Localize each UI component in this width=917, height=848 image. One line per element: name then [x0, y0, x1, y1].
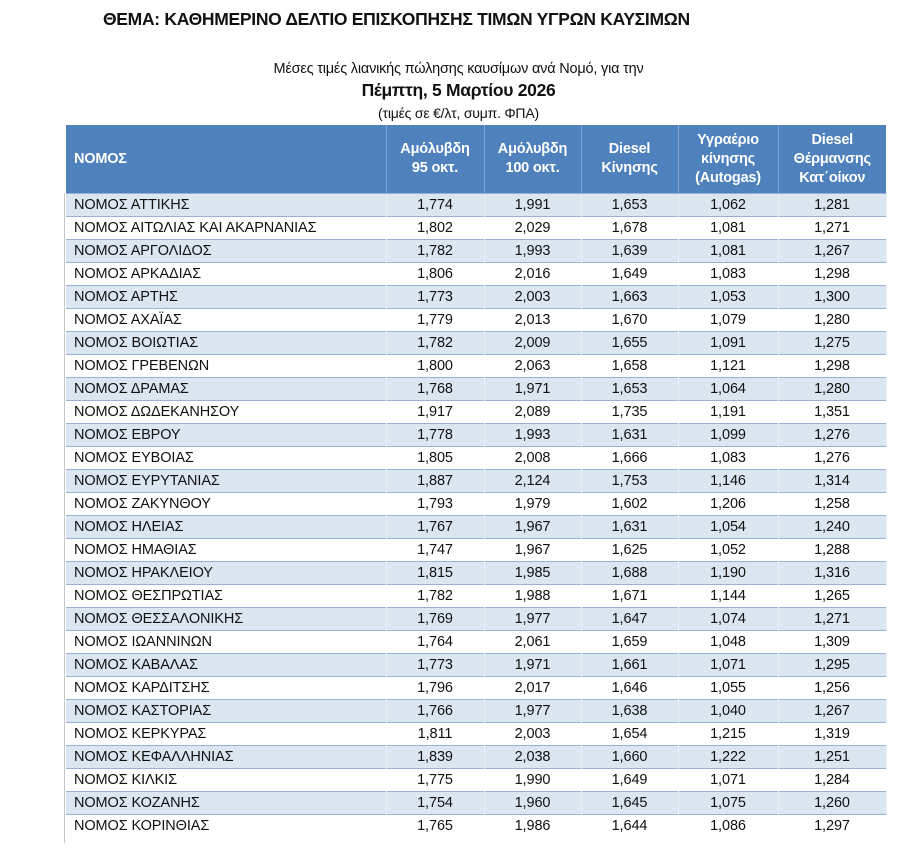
prefecture-name: ΝΟΜΟΣ ΓΡΕΒΕΝΩΝ — [66, 355, 386, 378]
price-unleaded-100: 2,013 — [484, 309, 581, 332]
table-row — [66, 769, 886, 792]
table-row — [66, 355, 886, 378]
prefecture-name: ΝΟΜΟΣ ΚΙΛΚΙΣ — [66, 769, 386, 792]
price-unleaded-95: 1,782 — [386, 240, 484, 263]
price-heating-diesel: 1,265 — [778, 585, 886, 608]
prefecture-name: ΝΟΜΟΣ ΘΕΣΣΑΛΟΝΙΚΗΣ — [66, 608, 386, 631]
price-unleaded-95: 1,800 — [386, 355, 484, 378]
price-autogas: 1,074 — [678, 608, 778, 631]
price-unleaded-100: 1,977 — [484, 608, 581, 631]
price-unleaded-95: 1,793 — [386, 493, 484, 516]
price-heating-diesel: 1,297 — [778, 815, 886, 838]
price-diesel-motor: 1,655 — [581, 332, 678, 355]
prefecture-name: ΝΟΜΟΣ ΑΡΓΟΛΙΔΟΣ — [66, 240, 386, 263]
price-autogas: 1,064 — [678, 378, 778, 401]
price-autogas: 1,144 — [678, 585, 778, 608]
price-autogas: 1,040 — [678, 700, 778, 723]
prefecture-name: ΝΟΜΟΣ ΚΕΡΚΥΡΑΣ — [66, 723, 386, 746]
table-row — [66, 332, 886, 355]
price-diesel-motor: 1,646 — [581, 677, 678, 700]
price-heating-diesel: 1,298 — [778, 355, 886, 378]
price-heating-diesel: 1,281 — [778, 194, 886, 217]
price-heating-diesel: 1,295 — [778, 654, 886, 677]
price-diesel-motor: 1,645 — [581, 792, 678, 815]
price-autogas: 1,081 — [678, 217, 778, 240]
column-header-heating-diesel: Diesel Θέρμανσης Κατ΄οίκον — [778, 125, 886, 194]
prefecture-name: ΝΟΜΟΣ ΖΑΚΥΝΘΟΥ — [66, 493, 386, 516]
price-unleaded-100: 2,008 — [484, 447, 581, 470]
price-unleaded-95: 1,887 — [386, 470, 484, 493]
price-unleaded-100: 2,009 — [484, 332, 581, 355]
prefecture-name: ΝΟΜΟΣ ΚΑΡΔΙΤΣΗΣ — [66, 677, 386, 700]
price-unleaded-95: 1,775 — [386, 769, 484, 792]
price-autogas: 1,071 — [678, 654, 778, 677]
table-row — [66, 447, 886, 470]
table-row — [66, 631, 886, 654]
price-unleaded-95: 1,811 — [386, 723, 484, 746]
price-diesel-motor: 1,653 — [581, 378, 678, 401]
price-unleaded-95: 1,764 — [386, 631, 484, 654]
price-unleaded-100: 1,993 — [484, 424, 581, 447]
price-autogas: 1,099 — [678, 424, 778, 447]
price-diesel-motor: 1,663 — [581, 286, 678, 309]
table-row — [66, 539, 886, 562]
price-heating-diesel: 1,260 — [778, 792, 886, 815]
price-heating-diesel: 1,271 — [778, 217, 886, 240]
price-unleaded-95: 1,769 — [386, 608, 484, 631]
price-diesel-motor: 1,653 — [581, 194, 678, 217]
price-diesel-motor: 1,625 — [581, 539, 678, 562]
document-subtitle: Μέσες τιμές λιανικής πώλησης καυσίμων ανά Νομό, για την — [273, 61, 644, 77]
table-row — [66, 700, 886, 723]
price-heating-diesel: 1,298 — [778, 263, 886, 286]
prefecture-name: ΝΟΜΟΣ ΑΡΤΗΣ — [66, 286, 386, 309]
price-unleaded-95: 1,815 — [386, 562, 484, 585]
price-diesel-motor: 1,661 — [581, 654, 678, 677]
price-heating-diesel: 1,314 — [778, 470, 886, 493]
price-diesel-motor: 1,688 — [581, 562, 678, 585]
price-heating-diesel: 1,276 — [778, 424, 886, 447]
price-heating-diesel: 1,276 — [778, 447, 886, 470]
price-diesel-motor: 1,671 — [581, 585, 678, 608]
column-header-autogas: Υγραέριο κίνησης (Autogas) — [678, 125, 778, 194]
price-unleaded-100: 1,991 — [484, 194, 581, 217]
table-row — [66, 217, 886, 240]
prefecture-name: ΝΟΜΟΣ ΗΡΑΚΛΕΙΟΥ — [66, 562, 386, 585]
price-unleaded-100: 1,977 — [484, 700, 581, 723]
price-unleaded-100: 2,124 — [484, 470, 581, 493]
units-note: (τιμές σε €/λτ, συμπ. ΦΠΑ) — [378, 105, 539, 121]
price-heating-diesel: 1,316 — [778, 562, 886, 585]
price-autogas: 1,048 — [678, 631, 778, 654]
price-heating-diesel: 1,284 — [778, 769, 886, 792]
table-row — [66, 746, 886, 769]
price-autogas: 1,081 — [678, 240, 778, 263]
price-autogas: 1,146 — [678, 470, 778, 493]
price-autogas: 1,222 — [678, 746, 778, 769]
price-unleaded-100: 2,029 — [484, 217, 581, 240]
prefecture-name: ΝΟΜΟΣ ΚΑΒΑΛΑΣ — [66, 654, 386, 677]
price-unleaded-100: 1,990 — [484, 769, 581, 792]
price-unleaded-95: 1,779 — [386, 309, 484, 332]
table-row — [66, 654, 886, 677]
column-header-diesel-motor: Diesel Κίνησης — [581, 125, 678, 194]
prefecture-name: ΝΟΜΟΣ ΔΩΔΕΚΑΝΗΣΟΥ — [66, 401, 386, 424]
prefecture-name: ΝΟΜΟΣ ΑΙΤΩΛΙΑΣ ΚΑΙ ΑΚΑΡΝΑΝΙΑΣ — [66, 217, 386, 240]
price-diesel-motor: 1,659 — [581, 631, 678, 654]
price-heating-diesel: 1,319 — [778, 723, 886, 746]
price-autogas: 1,079 — [678, 309, 778, 332]
price-heating-diesel: 1,351 — [778, 401, 886, 424]
price-heating-diesel: 1,271 — [778, 608, 886, 631]
price-unleaded-95: 1,767 — [386, 516, 484, 539]
prefecture-name: ΝΟΜΟΣ ΑΡΚΑΔΙΑΣ — [66, 263, 386, 286]
table-header-row — [66, 125, 886, 194]
price-heating-diesel: 1,267 — [778, 240, 886, 263]
price-heating-diesel: 1,280 — [778, 309, 886, 332]
price-unleaded-95: 1,917 — [386, 401, 484, 424]
price-unleaded-100: 1,986 — [484, 815, 581, 838]
price-unleaded-95: 1,805 — [386, 447, 484, 470]
column-header-prefecture: ΝΟΜΟΣ — [66, 125, 386, 194]
price-heating-diesel: 1,258 — [778, 493, 886, 516]
price-autogas: 1,083 — [678, 447, 778, 470]
price-diesel-motor: 1,658 — [581, 355, 678, 378]
prefecture-name: ΝΟΜΟΣ ΚΑΣΤΟΡΙΑΣ — [66, 700, 386, 723]
document-title: ΘΕΜΑ: ΚΑΘΗΜΕΡΙΝΟ ΔΕΛΤΙΟ ΕΠΙΣΚΟΠΗΣΗΣ ΤΙΜΩΝ ΥΓΡΩΝ ΚΑΥΣΙΜΩΝ — [103, 9, 690, 29]
document-date: Πέμπτη, 5 Μαρτίου 2026 — [361, 80, 556, 100]
table-row — [66, 286, 886, 309]
prefecture-name: ΝΟΜΟΣ ΚΕΦΑΛΛΗΝΙΑΣ — [66, 746, 386, 769]
price-autogas: 1,053 — [678, 286, 778, 309]
price-unleaded-100: 2,061 — [484, 631, 581, 654]
price-unleaded-100: 2,089 — [484, 401, 581, 424]
price-unleaded-95: 1,754 — [386, 792, 484, 815]
price-diesel-motor: 1,639 — [581, 240, 678, 263]
price-unleaded-100: 1,967 — [484, 539, 581, 562]
price-unleaded-100: 1,967 — [484, 516, 581, 539]
price-unleaded-95: 1,747 — [386, 539, 484, 562]
price-diesel-motor: 1,647 — [581, 608, 678, 631]
price-diesel-motor: 1,678 — [581, 217, 678, 240]
price-unleaded-100: 1,971 — [484, 654, 581, 677]
prefecture-name: ΝΟΜΟΣ ΑΤΤΙΚΗΣ — [66, 194, 386, 217]
price-diesel-motor: 1,638 — [581, 700, 678, 723]
table-row — [66, 263, 886, 286]
table-row — [66, 378, 886, 401]
price-diesel-motor: 1,753 — [581, 470, 678, 493]
price-diesel-motor: 1,631 — [581, 424, 678, 447]
price-unleaded-95: 1,806 — [386, 263, 484, 286]
prefecture-name: ΝΟΜΟΣ ΗΛΕΙΑΣ — [66, 516, 386, 539]
price-unleaded-95: 1,765 — [386, 815, 484, 838]
table-row — [66, 401, 886, 424]
price-autogas: 1,071 — [678, 769, 778, 792]
price-heating-diesel: 1,251 — [778, 746, 886, 769]
table-left-border — [64, 193, 65, 843]
prefecture-name: ΝΟΜΟΣ ΕΥΒΟΙΑΣ — [66, 447, 386, 470]
table-row — [66, 562, 886, 585]
price-diesel-motor: 1,602 — [581, 493, 678, 516]
price-heating-diesel: 1,275 — [778, 332, 886, 355]
table-row — [66, 516, 886, 539]
table-row — [66, 194, 886, 217]
price-unleaded-100: 2,038 — [484, 746, 581, 769]
price-diesel-motor: 1,660 — [581, 746, 678, 769]
price-unleaded-95: 1,782 — [386, 332, 484, 355]
price-diesel-motor: 1,631 — [581, 516, 678, 539]
price-diesel-motor: 1,654 — [581, 723, 678, 746]
price-unleaded-95: 1,766 — [386, 700, 484, 723]
fuel-prices-table — [66, 125, 887, 837]
price-autogas: 1,206 — [678, 493, 778, 516]
prefecture-name: ΝΟΜΟΣ ΘΕΣΠΡΩΤΙΑΣ — [66, 585, 386, 608]
prefecture-name: ΝΟΜΟΣ ΔΡΑΜΑΣ — [66, 378, 386, 401]
price-heating-diesel: 1,309 — [778, 631, 886, 654]
column-header-unleaded-95: Αμόλυβδη 95 οκτ. — [386, 125, 484, 194]
table-row — [66, 723, 886, 746]
prefecture-name: ΝΟΜΟΣ ΑΧΑΪΑΣ — [66, 309, 386, 332]
price-unleaded-95: 1,778 — [386, 424, 484, 447]
prefecture-name: ΝΟΜΟΣ ΗΜΑΘΙΑΣ — [66, 539, 386, 562]
table-row — [66, 470, 886, 493]
price-unleaded-95: 1,774 — [386, 194, 484, 217]
price-diesel-motor: 1,644 — [581, 815, 678, 838]
prefecture-name: ΝΟΜΟΣ ΙΩΑΝΝΙΝΩΝ — [66, 631, 386, 654]
price-autogas: 1,054 — [678, 516, 778, 539]
price-unleaded-95: 1,782 — [386, 585, 484, 608]
price-diesel-motor: 1,670 — [581, 309, 678, 332]
column-header-unleaded-100: Αμόλυβδη 100 οκτ. — [484, 125, 581, 194]
table-row — [66, 493, 886, 516]
table-row — [66, 240, 886, 263]
price-unleaded-100: 2,063 — [484, 355, 581, 378]
price-heating-diesel: 1,240 — [778, 516, 886, 539]
table-row — [66, 424, 886, 447]
price-autogas: 1,062 — [678, 194, 778, 217]
price-autogas: 1,190 — [678, 562, 778, 585]
price-heating-diesel: 1,280 — [778, 378, 886, 401]
table-row — [66, 309, 886, 332]
table-row — [66, 585, 886, 608]
price-autogas: 1,075 — [678, 792, 778, 815]
price-diesel-motor: 1,649 — [581, 263, 678, 286]
price-heating-diesel: 1,267 — [778, 700, 886, 723]
price-diesel-motor: 1,666 — [581, 447, 678, 470]
price-autogas: 1,191 — [678, 401, 778, 424]
prefecture-name: ΝΟΜΟΣ ΚΟΡΙΝΘΙΑΣ — [66, 815, 386, 838]
price-unleaded-100: 2,003 — [484, 286, 581, 309]
price-unleaded-95: 1,796 — [386, 677, 484, 700]
price-unleaded-100: 1,988 — [484, 585, 581, 608]
price-autogas: 1,052 — [678, 539, 778, 562]
price-autogas: 1,055 — [678, 677, 778, 700]
price-unleaded-100: 2,016 — [484, 263, 581, 286]
price-unleaded-100: 1,979 — [484, 493, 581, 516]
table-row — [66, 608, 886, 631]
price-unleaded-95: 1,773 — [386, 654, 484, 677]
price-unleaded-95: 1,839 — [386, 746, 484, 769]
price-autogas: 1,086 — [678, 815, 778, 838]
price-heating-diesel: 1,288 — [778, 539, 886, 562]
price-autogas: 1,091 — [678, 332, 778, 355]
price-unleaded-100: 2,003 — [484, 723, 581, 746]
price-unleaded-95: 1,768 — [386, 378, 484, 401]
price-heating-diesel: 1,256 — [778, 677, 886, 700]
prefecture-name: ΝΟΜΟΣ ΕΒΡΟΥ — [66, 424, 386, 447]
price-diesel-motor: 1,735 — [581, 401, 678, 424]
price-autogas: 1,083 — [678, 263, 778, 286]
price-unleaded-100: 1,985 — [484, 562, 581, 585]
table-row — [66, 815, 886, 838]
price-unleaded-100: 2,017 — [484, 677, 581, 700]
price-diesel-motor: 1,649 — [581, 769, 678, 792]
price-unleaded-95: 1,802 — [386, 217, 484, 240]
price-unleaded-100: 1,993 — [484, 240, 581, 263]
prefecture-name: ΝΟΜΟΣ ΕΥΡΥΤΑΝΙΑΣ — [66, 470, 386, 493]
table-row — [66, 677, 886, 700]
price-unleaded-100: 1,971 — [484, 378, 581, 401]
price-unleaded-100: 1,960 — [484, 792, 581, 815]
prefecture-name: ΝΟΜΟΣ ΒΟΙΩΤΙΑΣ — [66, 332, 386, 355]
price-heating-diesel: 1,300 — [778, 286, 886, 309]
price-unleaded-95: 1,773 — [386, 286, 484, 309]
price-autogas: 1,215 — [678, 723, 778, 746]
table-row — [66, 792, 886, 815]
prefecture-name: ΝΟΜΟΣ ΚΟΖΑΝΗΣ — [66, 792, 386, 815]
price-autogas: 1,121 — [678, 355, 778, 378]
